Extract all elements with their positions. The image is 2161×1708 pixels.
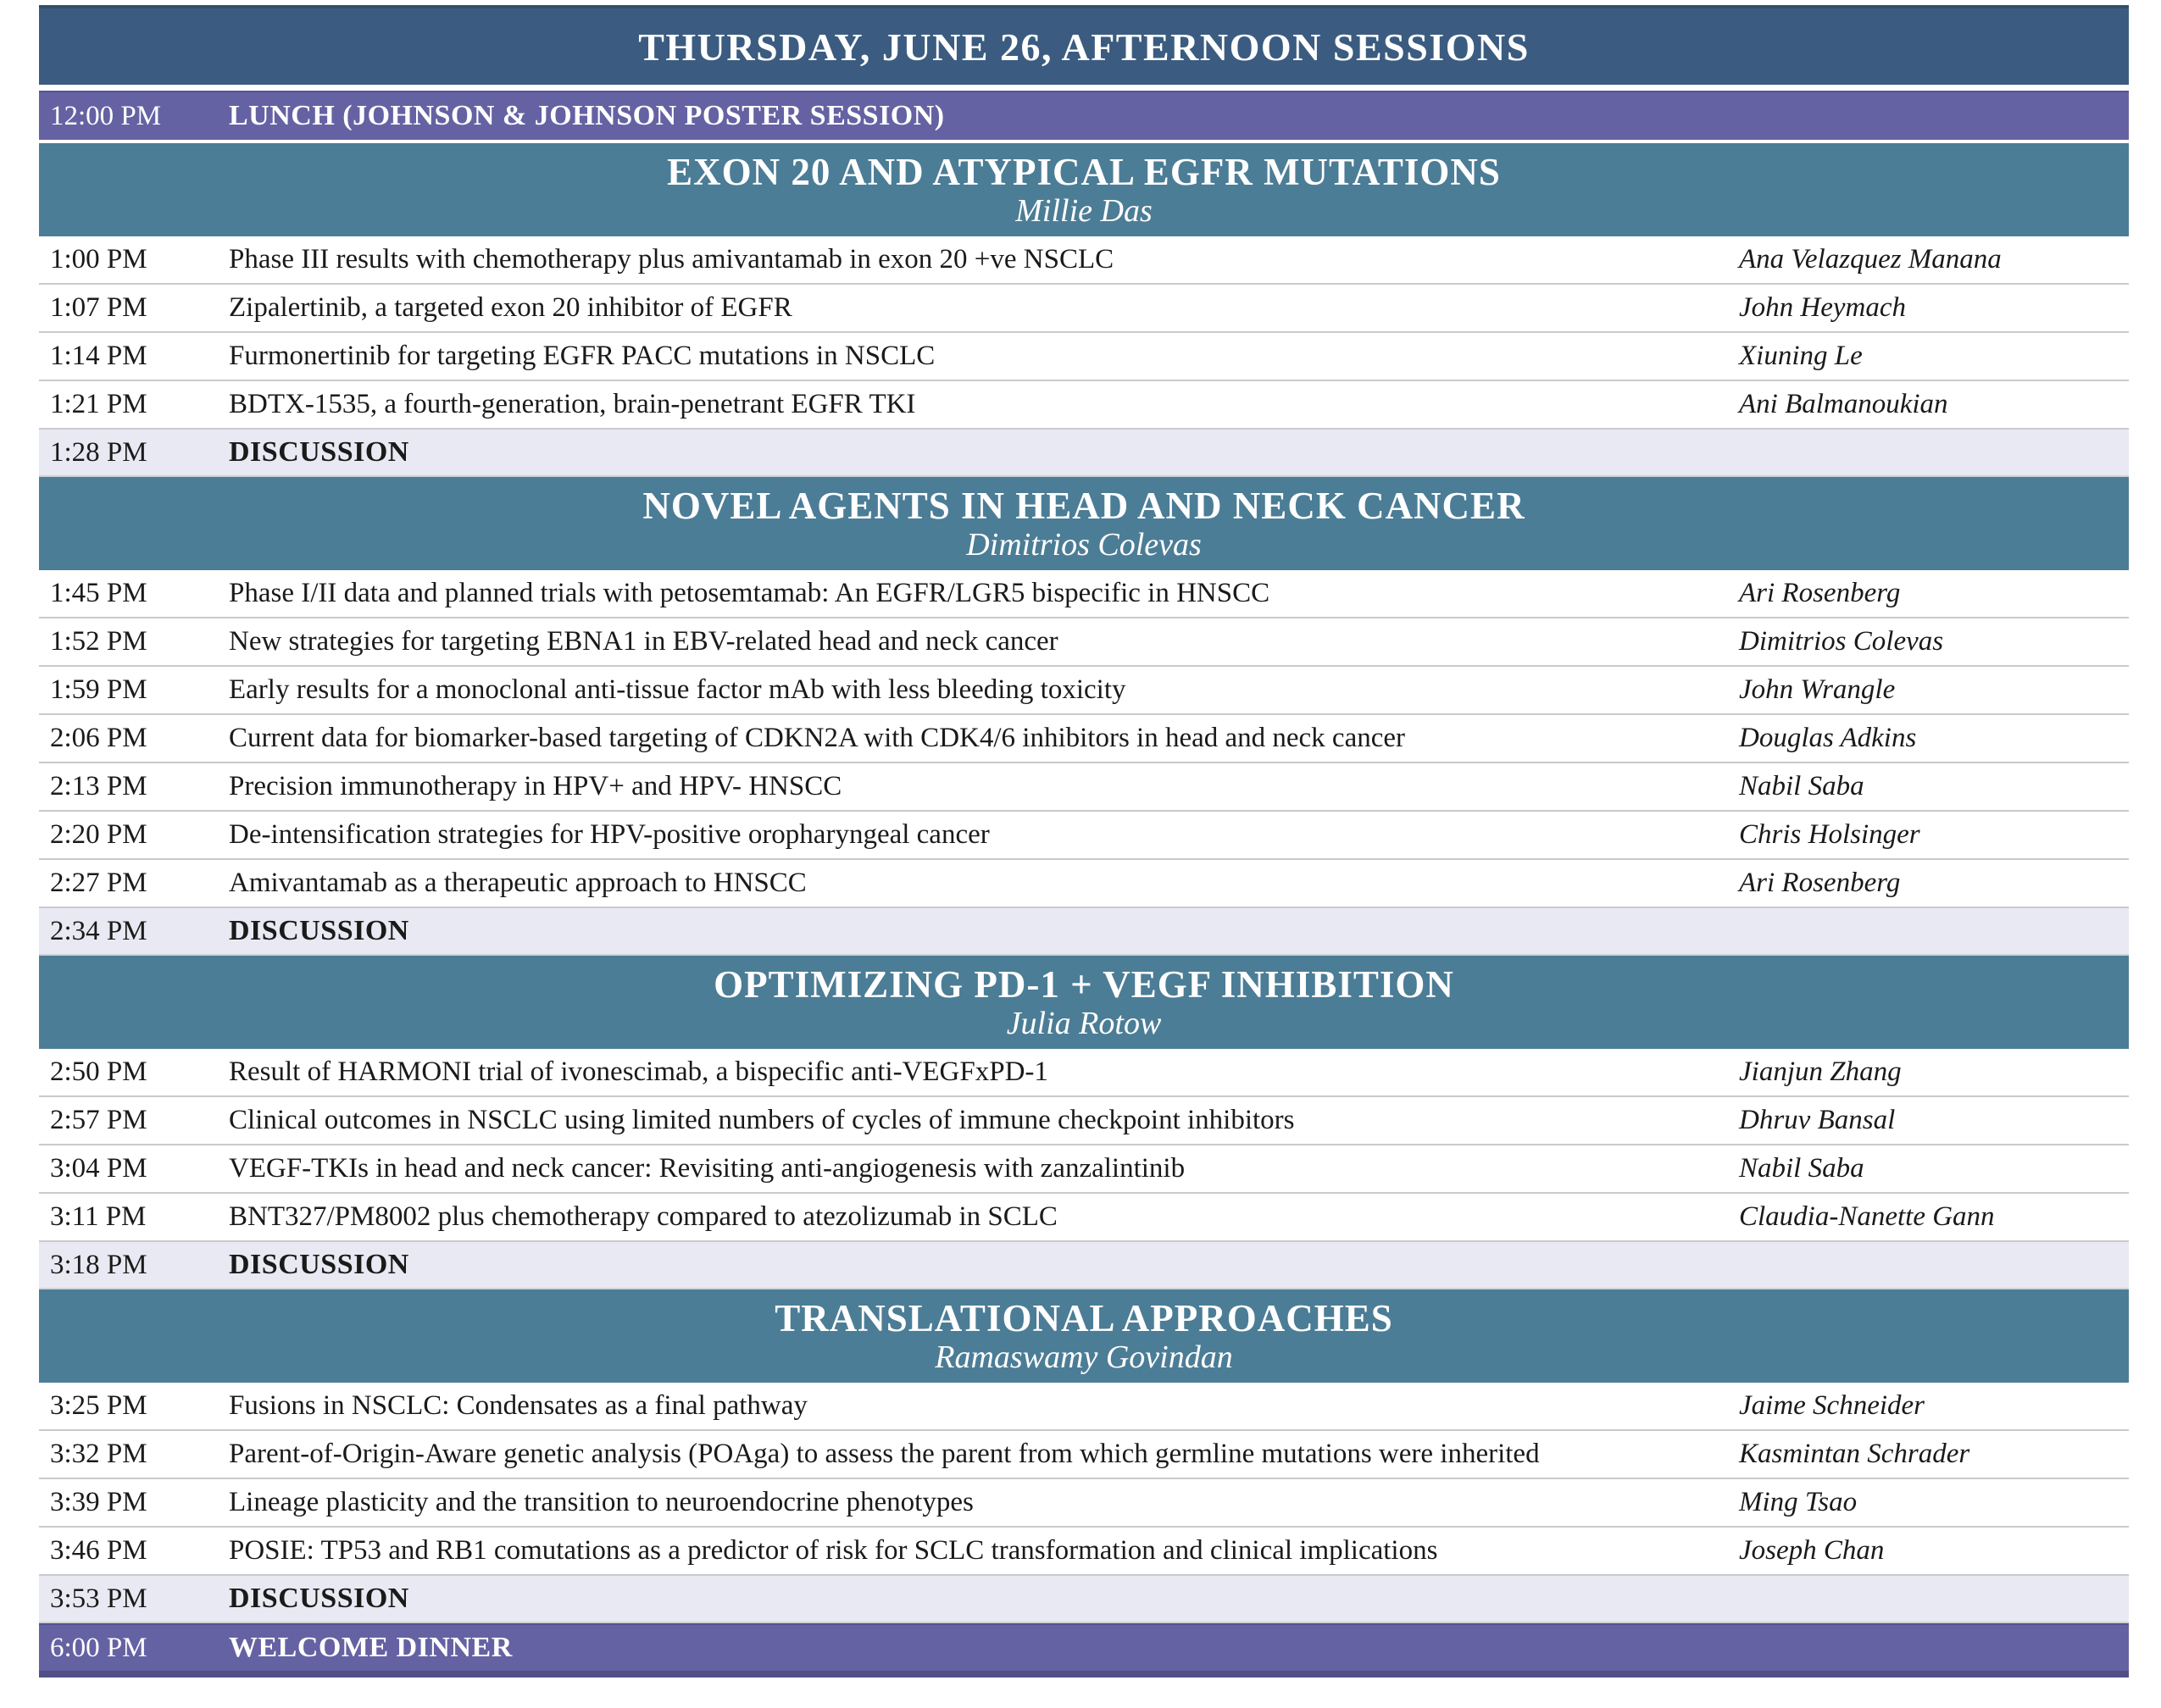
session-title: NOVEL AGENTS IN HEAD AND NECK CANCER: [642, 484, 1525, 527]
talk-time: 2:20 PM: [50, 819, 147, 850]
session-header: [39, 143, 2129, 236]
discussion-time: 3:18 PM: [50, 1249, 147, 1280]
discussion-row: [39, 1576, 2129, 1623]
talk-row: [39, 1383, 2129, 1431]
talk-speaker: Chris Holsinger: [1739, 819, 1920, 850]
talk-speaker: Xiuning Le: [1739, 341, 1863, 371]
talk-speaker: Nabil Saba: [1739, 1153, 1864, 1184]
talk-speaker: Nabil Saba: [1739, 771, 1864, 801]
talk-time: 2:13 PM: [50, 771, 147, 801]
session-chair: Millie Das: [1015, 192, 1153, 229]
talk-time: 2:57 PM: [50, 1105, 147, 1135]
talk-speaker: Dhruv Bansal: [1739, 1105, 1896, 1135]
talk-title: Precision immunotherapy in HPV+ and HPV- HNSCC: [229, 771, 842, 801]
session-title: OPTIMIZING PD-1 + VEGF INHIBITION: [714, 962, 1454, 1006]
talk-title: Phase III results with chemotherapy plus amivantamab in exon 20 +ve NSCLC: [229, 244, 1114, 274]
discussion-label: DISCUSSION: [229, 1249, 409, 1280]
talk-speaker: Jianjun Zhang: [1739, 1056, 1902, 1087]
talk-title: POSIE: TP53 and RB1 comutations as a predictor of risk for SCLC transformation and clinical implications: [229, 1535, 1438, 1566]
session-talks: [39, 1383, 2129, 1576]
talk-speaker: Claudia-Nanette Gann: [1739, 1201, 1995, 1232]
talk-time: 3:32 PM: [50, 1439, 147, 1469]
discussion-row: [39, 1242, 2129, 1289]
afternoon-program-table: [39, 5, 2129, 1678]
talk-row: [39, 860, 2129, 908]
talk-title: Lineage plasticity and the transition to neuroendocrine phenotypes: [229, 1487, 974, 1517]
session-header: [39, 477, 2129, 570]
session-chair: Julia Rotow: [1006, 1005, 1162, 1041]
lunch-label: LUNCH (JOHNSON & JOHNSON POSTER SESSION): [229, 100, 945, 131]
talk-row: [39, 812, 2129, 860]
talk-title: BNT327/PM8002 plus chemotherapy compared to atezolizumab in SCLC: [229, 1201, 1058, 1232]
talk-time: 1:59 PM: [50, 674, 147, 705]
talk-title: Result of HARMONI trial of ivonescimab, a bispecific anti-VEGFxPD-1: [229, 1056, 1048, 1087]
talk-time: 1:14 PM: [50, 341, 147, 371]
talk-title: Phase I/II data and planned trials with petosemtamab: An EGFR/LGR5 bispecific in HNSCC: [229, 578, 1270, 608]
talk-row: [39, 333, 2129, 381]
talk-speaker: Douglas Adkins: [1739, 723, 1917, 753]
talk-time: 1:21 PM: [50, 389, 147, 419]
session-header: [39, 956, 2129, 1049]
discussion-time: 3:53 PM: [50, 1583, 147, 1614]
talk-row: [39, 1049, 2129, 1097]
talk-title: Furmonertinib for targeting EGFR PACC mutations in NSCLC: [229, 341, 936, 371]
talk-title: Current data for biomarker-based targeting of CDKN2A with CDK4/6 inhibitors in head and neck cancer: [229, 723, 1406, 753]
talk-title: Clinical outcomes in NSCLC using limited numbers of cycles of immune checkpoint inhibitors: [229, 1105, 1295, 1135]
talk-speaker: Ani Balmanoukian: [1739, 389, 1948, 419]
session-chair: Ramaswamy Govindan: [935, 1339, 1233, 1375]
talk-row: [39, 618, 2129, 667]
day-banner-title: THURSDAY, JUNE 26, AFTERNOON SESSIONS: [638, 25, 1530, 69]
talk-speaker: Ari Rosenberg: [1739, 578, 1901, 608]
talk-speaker: John Heymach: [1739, 292, 1907, 323]
session-talks: [39, 236, 2129, 430]
sessions-container: [39, 143, 2129, 1623]
talk-row: [39, 285, 2129, 333]
discussion-label: DISCUSSION: [229, 1583, 409, 1614]
talk-title: Zipalertinib, a targeted exon 20 inhibitor of EGFR: [229, 292, 792, 323]
talk-speaker: Joseph Chan: [1739, 1535, 1885, 1566]
session-chair: Dimitrios Colevas: [966, 526, 1202, 563]
talk-title: Parent-of-Origin-Aware genetic analysis (POAga) to assess the parent from which germline mutations were inherited: [229, 1439, 1540, 1469]
discussion-label: DISCUSSION: [229, 915, 409, 946]
talk-time: 2:27 PM: [50, 868, 147, 898]
session-block: [39, 1289, 2129, 1623]
day-banner: [39, 5, 2129, 85]
talk-speaker: Jaime Schneider: [1739, 1390, 1925, 1421]
discussion-time: 1:28 PM: [50, 436, 147, 468]
talk-row: [39, 1194, 2129, 1242]
session-title: TRANSLATIONAL APPROACHES: [775, 1296, 1393, 1339]
talk-row: [39, 1479, 2129, 1528]
talk-time: 2:50 PM: [50, 1056, 147, 1087]
session-block: [39, 477, 2129, 956]
session-talks: [39, 1049, 2129, 1242]
talk-row: [39, 763, 2129, 812]
talk-time: 3:25 PM: [50, 1390, 147, 1421]
talk-speaker: Dimitrios Colevas: [1739, 626, 1944, 657]
talk-speaker: Kasmintan Schrader: [1739, 1439, 1970, 1469]
talk-time: 1:52 PM: [50, 626, 147, 657]
session-title: EXON 20 AND ATYPICAL EGFR MUTATIONS: [667, 150, 1501, 193]
discussion-row: [39, 908, 2129, 956]
talk-title: New strategies for targeting EBNA1 in EBV-related head and neck cancer: [229, 626, 1058, 657]
talk-title: Fusions in NSCLC: Condensates as a final pathway: [229, 1390, 808, 1421]
talk-row: [39, 1145, 2129, 1194]
talk-speaker: Ming Tsao: [1739, 1487, 1858, 1517]
talk-row: [39, 570, 2129, 618]
talk-title: Early results for a monoclonal anti-tissue factor mAb with less bleeding toxicity: [229, 674, 1126, 705]
dinner-row: [39, 1623, 2129, 1678]
session-header: [39, 1289, 2129, 1383]
talk-row: [39, 1431, 2129, 1479]
talk-time: 3:46 PM: [50, 1535, 147, 1566]
session-block: [39, 143, 2129, 477]
talk-row: [39, 381, 2129, 430]
talk-time: 3:39 PM: [50, 1487, 147, 1517]
talk-title: VEGF-TKIs in head and neck cancer: Revisiting anti-angiogenesis with zanzalintinib: [229, 1153, 1186, 1184]
talk-time: 1:45 PM: [50, 578, 147, 608]
discussion-row: [39, 430, 2129, 477]
dinner-label: WELCOME DINNER: [229, 1632, 513, 1663]
talk-row: [39, 715, 2129, 763]
lunch-row: [39, 91, 2129, 140]
lunch-time: 12:00 PM: [50, 100, 162, 131]
discussion-label: DISCUSSION: [229, 436, 409, 468]
talk-row: [39, 667, 2129, 715]
discussion-time: 2:34 PM: [50, 915, 147, 946]
talk-title: BDTX-1535, a fourth-generation, brain-penetrant EGFR TKI: [229, 389, 916, 419]
session-block: [39, 956, 2129, 1289]
talk-time: 1:00 PM: [50, 244, 147, 274]
talk-title: Amivantamab as a therapeutic approach to HNSCC: [229, 868, 807, 898]
talk-speaker: Ari Rosenberg: [1739, 868, 1901, 898]
talk-time: 3:11 PM: [50, 1201, 147, 1232]
talk-row: [39, 236, 2129, 285]
dinner-time: 6:00 PM: [50, 1632, 147, 1663]
talk-time: 2:06 PM: [50, 723, 147, 753]
talk-speaker: Ana Velazquez Manana: [1739, 244, 2002, 274]
talk-time: 1:07 PM: [50, 292, 147, 323]
talk-time: 3:04 PM: [50, 1153, 147, 1184]
session-talks: [39, 570, 2129, 908]
talk-title: De-intensification strategies for HPV-positive oropharyngeal cancer: [229, 819, 990, 850]
talk-row: [39, 1097, 2129, 1145]
talk-row: [39, 1528, 2129, 1576]
talk-speaker: John Wrangle: [1739, 674, 1896, 705]
